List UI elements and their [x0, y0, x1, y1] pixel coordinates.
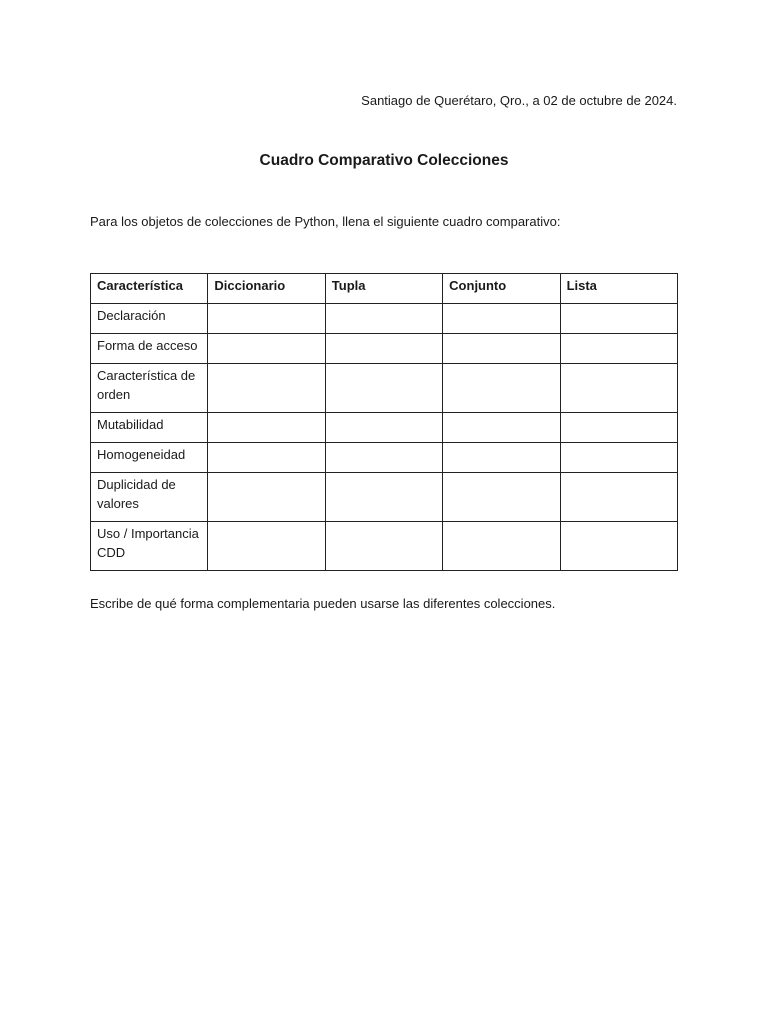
- table-cell: [325, 334, 442, 364]
- row-label: Mutabilidad: [91, 413, 208, 443]
- table-cell: [208, 413, 325, 443]
- table-cell: [325, 443, 442, 473]
- intro-paragraph: Para los objetos de colecciones de Python, llena el siguiente cuadro comparativo:: [90, 214, 561, 229]
- date-line: Santiago de Querétaro, Qro., a 02 de octubre de 2024.: [361, 93, 677, 108]
- table-row: [91, 364, 678, 413]
- table-cell: [443, 443, 560, 473]
- table-cell: [443, 364, 560, 413]
- table-cell: [443, 334, 560, 364]
- table-cell: [560, 413, 677, 443]
- row-label: Declaración: [91, 304, 208, 334]
- table-cell: [560, 522, 677, 571]
- table-cell: [325, 522, 442, 571]
- table-cell: [208, 522, 325, 571]
- table-row: [91, 413, 678, 443]
- column-header-lista: Lista: [560, 274, 677, 304]
- column-header-caracteristica: Característica: [91, 274, 208, 304]
- table-row: [91, 443, 678, 473]
- table-cell: [325, 473, 442, 522]
- comparison-table: [90, 273, 678, 571]
- closing-paragraph: Escribe de qué forma complementaria pueden usarse las diferentes colecciones.: [90, 596, 556, 611]
- table-header-row: [91, 274, 678, 304]
- table-cell: [208, 334, 325, 364]
- row-label: Forma de acceso: [91, 334, 208, 364]
- table-cell: [208, 473, 325, 522]
- table-cell: [560, 473, 677, 522]
- table-cell: [443, 413, 560, 443]
- row-label: Homogeneidad: [91, 443, 208, 473]
- table-cell: [443, 304, 560, 334]
- table-cell: [560, 334, 677, 364]
- document-title: Cuadro Comparativo Colecciones: [259, 152, 509, 169]
- table-cell: [208, 364, 325, 413]
- table-row: [91, 522, 678, 571]
- table-cell: [443, 473, 560, 522]
- column-header-diccionario: Diccionario: [208, 274, 325, 304]
- row-label: Duplicidad de valores: [91, 473, 208, 522]
- table-cell: [325, 304, 442, 334]
- table-cell: [208, 443, 325, 473]
- table-row: [91, 334, 678, 364]
- table-cell: [560, 443, 677, 473]
- table-cell: [325, 364, 442, 413]
- column-header-conjunto: Conjunto: [443, 274, 560, 304]
- table-cell: [208, 304, 325, 334]
- table-cell: [560, 364, 677, 413]
- table-cell: [443, 522, 560, 571]
- table-cell: [560, 304, 677, 334]
- table-cell: [325, 413, 442, 443]
- table-row: [91, 473, 678, 522]
- row-label: Uso / Importancia CDD: [91, 522, 208, 571]
- row-label: Característica de orden: [91, 364, 208, 413]
- table-row: [91, 304, 678, 334]
- column-header-tupla: Tupla: [325, 274, 442, 304]
